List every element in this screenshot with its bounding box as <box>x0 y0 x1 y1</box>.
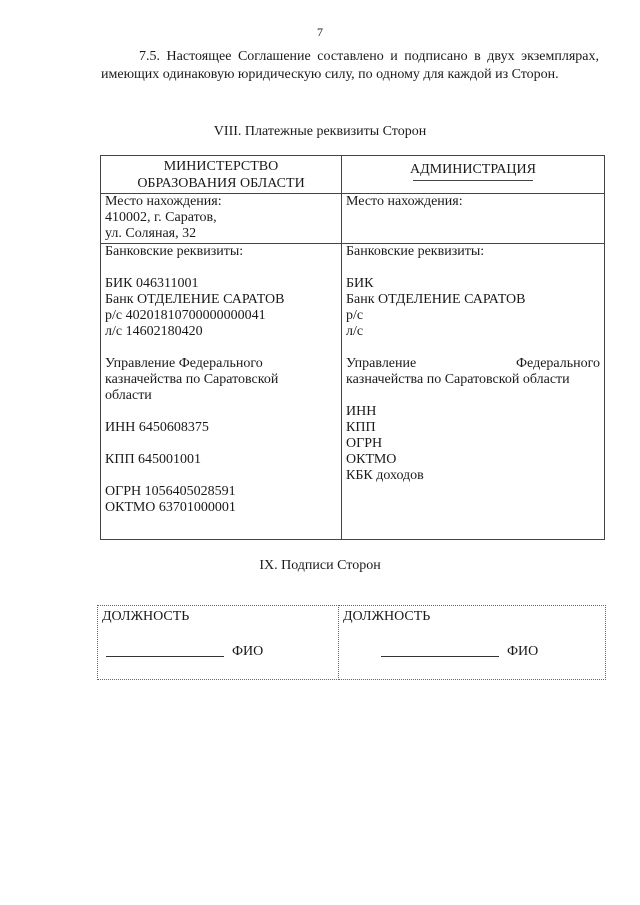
administration-rs: р/с <box>346 308 364 323</box>
ministry-address-line2: ул. Соляная, 32 <box>105 226 197 241</box>
ministry-header-cell <box>101 156 342 194</box>
ministry-inn: ИНН 6450608375 <box>105 420 209 435</box>
ministry-position-label: ДОЛЖНОСТЬ <box>102 609 190 624</box>
ministry-ls: л/с 14602180420 <box>105 324 203 339</box>
administration-treasury-line1: Управление Федерального <box>346 356 600 371</box>
ministry-bank-label: Банковские реквизиты: <box>105 244 244 259</box>
administration-header: АДМИНИСТРАЦИЯ <box>410 162 536 177</box>
administration-kpp: КПП <box>346 420 376 435</box>
ministry-header-line2: ОБРАЗОВАНИЯ ОБЛАСТИ <box>137 176 305 191</box>
administration-bank-details-cell <box>342 244 605 540</box>
administration-bank: Банк ОТДЕЛЕНИЕ САРАТОВ <box>346 292 526 307</box>
ministry-treasury-line2: казначейства по Саратовской <box>105 372 279 387</box>
administration-bank-label: Банковские реквизиты: <box>346 244 485 259</box>
administration-ogrn: ОГРН <box>346 436 383 451</box>
administration-location-label: Место нахождения: <box>346 194 463 209</box>
signatures-table <box>97 605 606 680</box>
administration-oktmo: ОКТМО <box>346 452 397 467</box>
clause-7-5 <box>101 48 599 84</box>
administration-location-cell <box>342 194 605 244</box>
administration-kbk: КБК доходов <box>346 468 424 483</box>
ministry-signature-line <box>106 656 224 657</box>
ministry-kpp: КПП 645001001 <box>105 452 202 467</box>
administration-position-label: ДОЛЖНОСТЬ <box>343 609 431 624</box>
ministry-rs: р/с 40201810700000000041 <box>105 308 266 323</box>
ministry-treasury-line3: области <box>105 388 152 403</box>
section-8-heading: VIII. Платежные реквизиты Сторон <box>213 124 427 139</box>
administration-inn: ИНН <box>346 404 377 419</box>
administration-treasury-line2: казначейства по Саратовской области <box>346 372 570 387</box>
page-number: 7 <box>317 25 323 39</box>
administration-name-label: ФИО <box>507 644 539 659</box>
ministry-bik: БИК 046311001 <box>105 276 199 291</box>
administration-header-cell <box>342 156 605 194</box>
ministry-oktmo: ОКТМО 63701000001 <box>105 500 236 515</box>
administration-signature-cell <box>339 606 606 680</box>
ministry-location-label: Место нахождения: <box>105 194 222 209</box>
ministry-bank: Банк ОТДЕЛЕНИЕ САРАТОВ <box>105 292 285 307</box>
clause-text: 7.5. Настоящее Соглашение составлено и подписано в двух экземплярах, имеющих одинаковую юридическую силу, по одному для каждой из Сторон. <box>101 49 599 82</box>
administration-bik: БИК <box>346 276 374 291</box>
administration-signature-line <box>381 656 499 657</box>
administration-ls: л/с <box>346 324 364 339</box>
section-9-heading: IX. Подписи Сторон <box>259 558 381 573</box>
ministry-name-label: ФИО <box>232 644 264 659</box>
ministry-header-line1: МИНИСТЕРСТВО <box>163 159 279 174</box>
ministry-location-cell <box>101 194 342 244</box>
ministry-treasury-line1: Управление Федерального <box>105 356 263 371</box>
ministry-signature-cell <box>98 606 339 680</box>
ministry-ogrn: ОГРН 1056405028591 <box>105 484 236 499</box>
ministry-bank-details-cell <box>101 244 342 540</box>
ministry-address-line1: 410002, г. Саратов, <box>105 210 217 225</box>
payment-details-table <box>100 155 605 540</box>
header-underline <box>413 180 533 181</box>
